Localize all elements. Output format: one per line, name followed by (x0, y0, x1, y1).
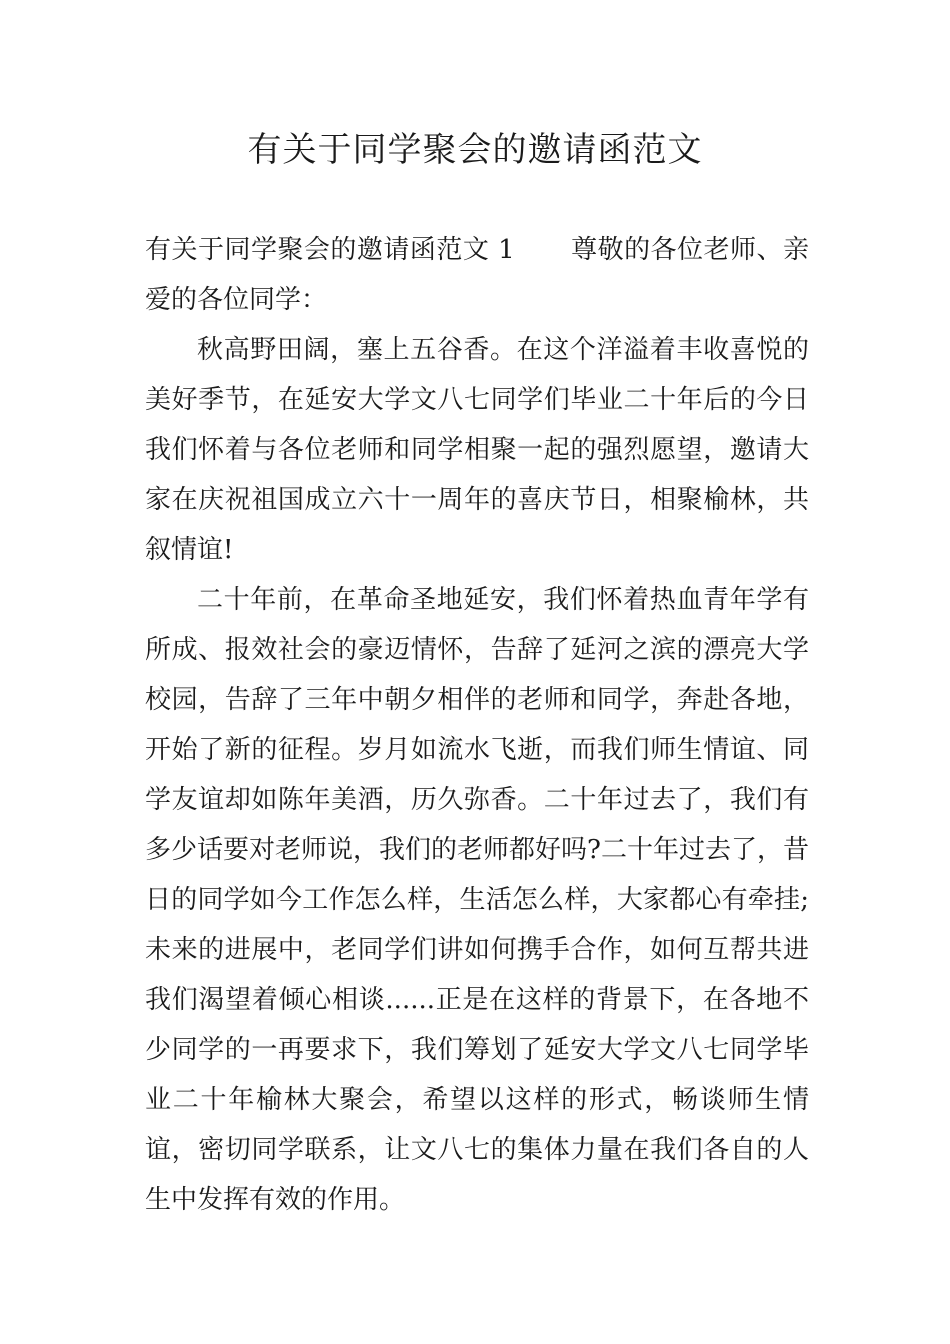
document-body (145, 225, 809, 1225)
salutation: 尊敬的各位老师、亲爱的各位同学： (145, 235, 809, 315)
intro-paragraph (145, 225, 809, 325)
document-title: 有关于同学聚会的邀请函范文 (247, 130, 703, 170)
intro-heading: 有关于同学聚会的邀请函范文 1 (145, 235, 515, 265)
body-paragraph-2: 二十年前，在革命圣地延安，我们怀着热血青年学有所成、报效社会的豪迈情怀，告辞了延河之滨的漂亮大学校园，告辞了三年中朝夕相伴的老师和同学，奔赴各地，开始了新的征程。岁月如流水飞逝，而我们师生情谊、同学友谊却如陈年美酒，历久弥香。二十年过去了，我们有多少话要对老师说，我们的老师都好吗?二十年过去了，昔日的同学如今工作怎么样，生活怎么样，大家都心有牵挂;未来的进展中，老同学们讲如何携手合作，如何互帮共进我们渴望着倾心相谈......正是在这样的背景下，在各地不少同学的一再要求下，我们筹划了延安大学文八七同学毕业二十年榆林大聚会，希望以这样的形式，畅谈师生情谊，密切同学联系，让文八七的集体力量在我们各自的人生中发挥有效的作用。 (145, 585, 809, 1215)
body-paragraph-1: 秋高野田阔，塞上五谷香。在这个洋溢着丰收喜悦的美好季节，在延安大学文八七同学们毕业二十年后的今日我们怀着与各位老师和同学相聚一起的强烈愿望，邀请大家在庆祝祖国成立六十一周年的喜庆节日，相聚榆林，共叙情谊! (145, 335, 809, 565)
